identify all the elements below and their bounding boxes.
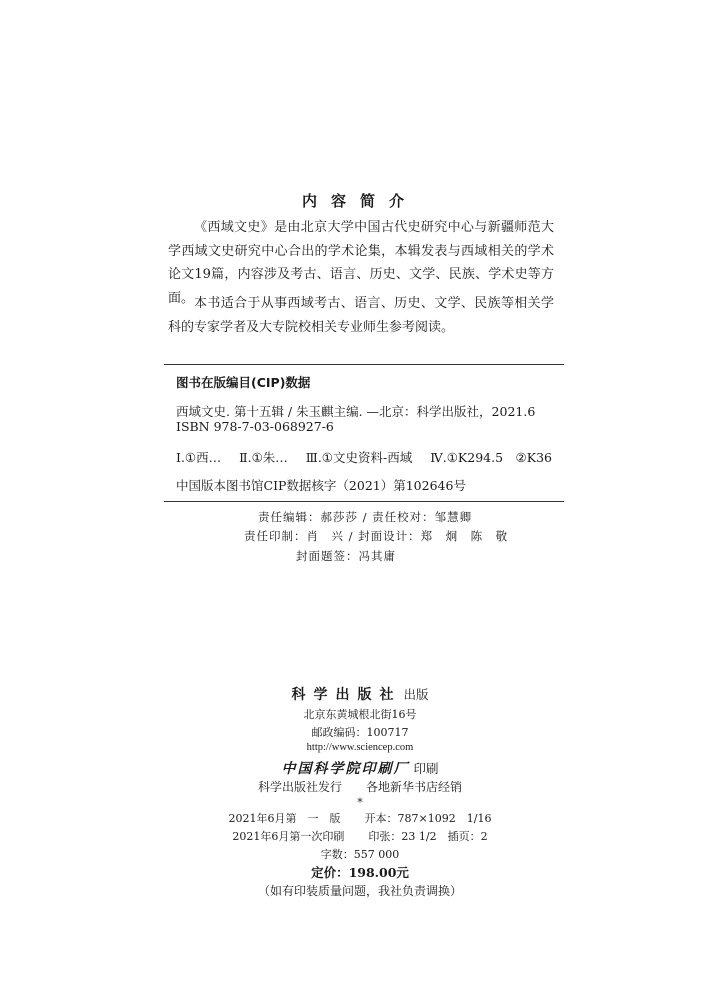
sheets-count: 印张：23 1/2 插页：2 (368, 830, 488, 843)
printer-line (0, 758, 720, 778)
cip-record-number: 中国版本图书馆CIP数据核字（2021）第102646号 (176, 478, 466, 493)
intro-paragraph-1: 《西域文史》是由北京大学中国古代史研究中心与新疆师范大学西域文史研究中心合出的学术论集，本辑发表与西域相关的学术论文19篇，内容涉及考古、语言、历史、文学、民族、学术史等方面。 (168, 220, 554, 306)
publisher-suffix: 出版 (403, 687, 429, 702)
cip-class-item: Ⅲ.①文史资料-西域 (305, 450, 413, 465)
page-title: 内容简介 (301, 192, 418, 210)
printer-suffix: 印刷 (413, 761, 439, 776)
staff-editors: 责任编辑：郝莎莎 / 责任校对：邹慧卿 (258, 510, 473, 524)
cip-classification (176, 448, 566, 466)
intro-paragraph-2: 本书适合于从事西域考古、语言、历史、文学、民族等相关学科的专家学者及大专院校相关专业师生参考阅读。 (168, 296, 554, 335)
edition-line-2 (0, 828, 720, 844)
quality-notice: （如有印装质量问题，我社负责调换） (257, 884, 462, 898)
cip-heading: 图书在版编目(CIP)数据 (176, 375, 311, 390)
separator-star: * (357, 796, 363, 809)
cip-catalog-line: 西域文史. 第十五辑 / 朱玉麒主编. —北京：科学出版社，2021.6 (176, 404, 536, 419)
price: 定价：198.00元 (311, 865, 409, 880)
distribution-line (0, 778, 720, 795)
cip-class-item: Ⅱ.①朱… (239, 450, 288, 465)
staff-cover-inscription: 封面题签：冯其庸 (296, 549, 396, 563)
edition-date: 2021年6月第 一 版 (228, 812, 341, 825)
publisher-zip: 邮政编码：100717 (311, 726, 409, 739)
word-count: 字数：557 000 (320, 848, 400, 861)
printer-name: 中国科学院印刷厂 (281, 761, 410, 777)
staff-printing-design: 责任印制：肖 兴 / 封面设计：郑 炯 陈 敬 (244, 529, 509, 543)
format-size: 开本：787×1092 1/16 (364, 812, 492, 825)
distribution-publisher: 科学出版社发行 (257, 780, 342, 794)
publisher-address: 北京东黄城根北街16号 (303, 708, 417, 721)
publisher-name: 科学出版社 (291, 687, 402, 703)
distribution-seller: 各地新华书店经销 (366, 780, 463, 794)
printing-date: 2021年6月第一次印刷 (232, 830, 345, 843)
cip-top-rule (164, 364, 564, 365)
publisher-line (0, 684, 720, 704)
edition-line-1 (0, 810, 720, 826)
cip-isbn: ISBN 978-7-03-068927-6 (176, 419, 334, 434)
publisher-url: http://www.sciencep.com (306, 742, 414, 753)
cip-bottom-rule (164, 501, 564, 502)
cip-class-item: Ⅰ.①西… (176, 450, 222, 465)
cip-class-item: Ⅳ.①K294.5 ②K36 (430, 450, 552, 465)
